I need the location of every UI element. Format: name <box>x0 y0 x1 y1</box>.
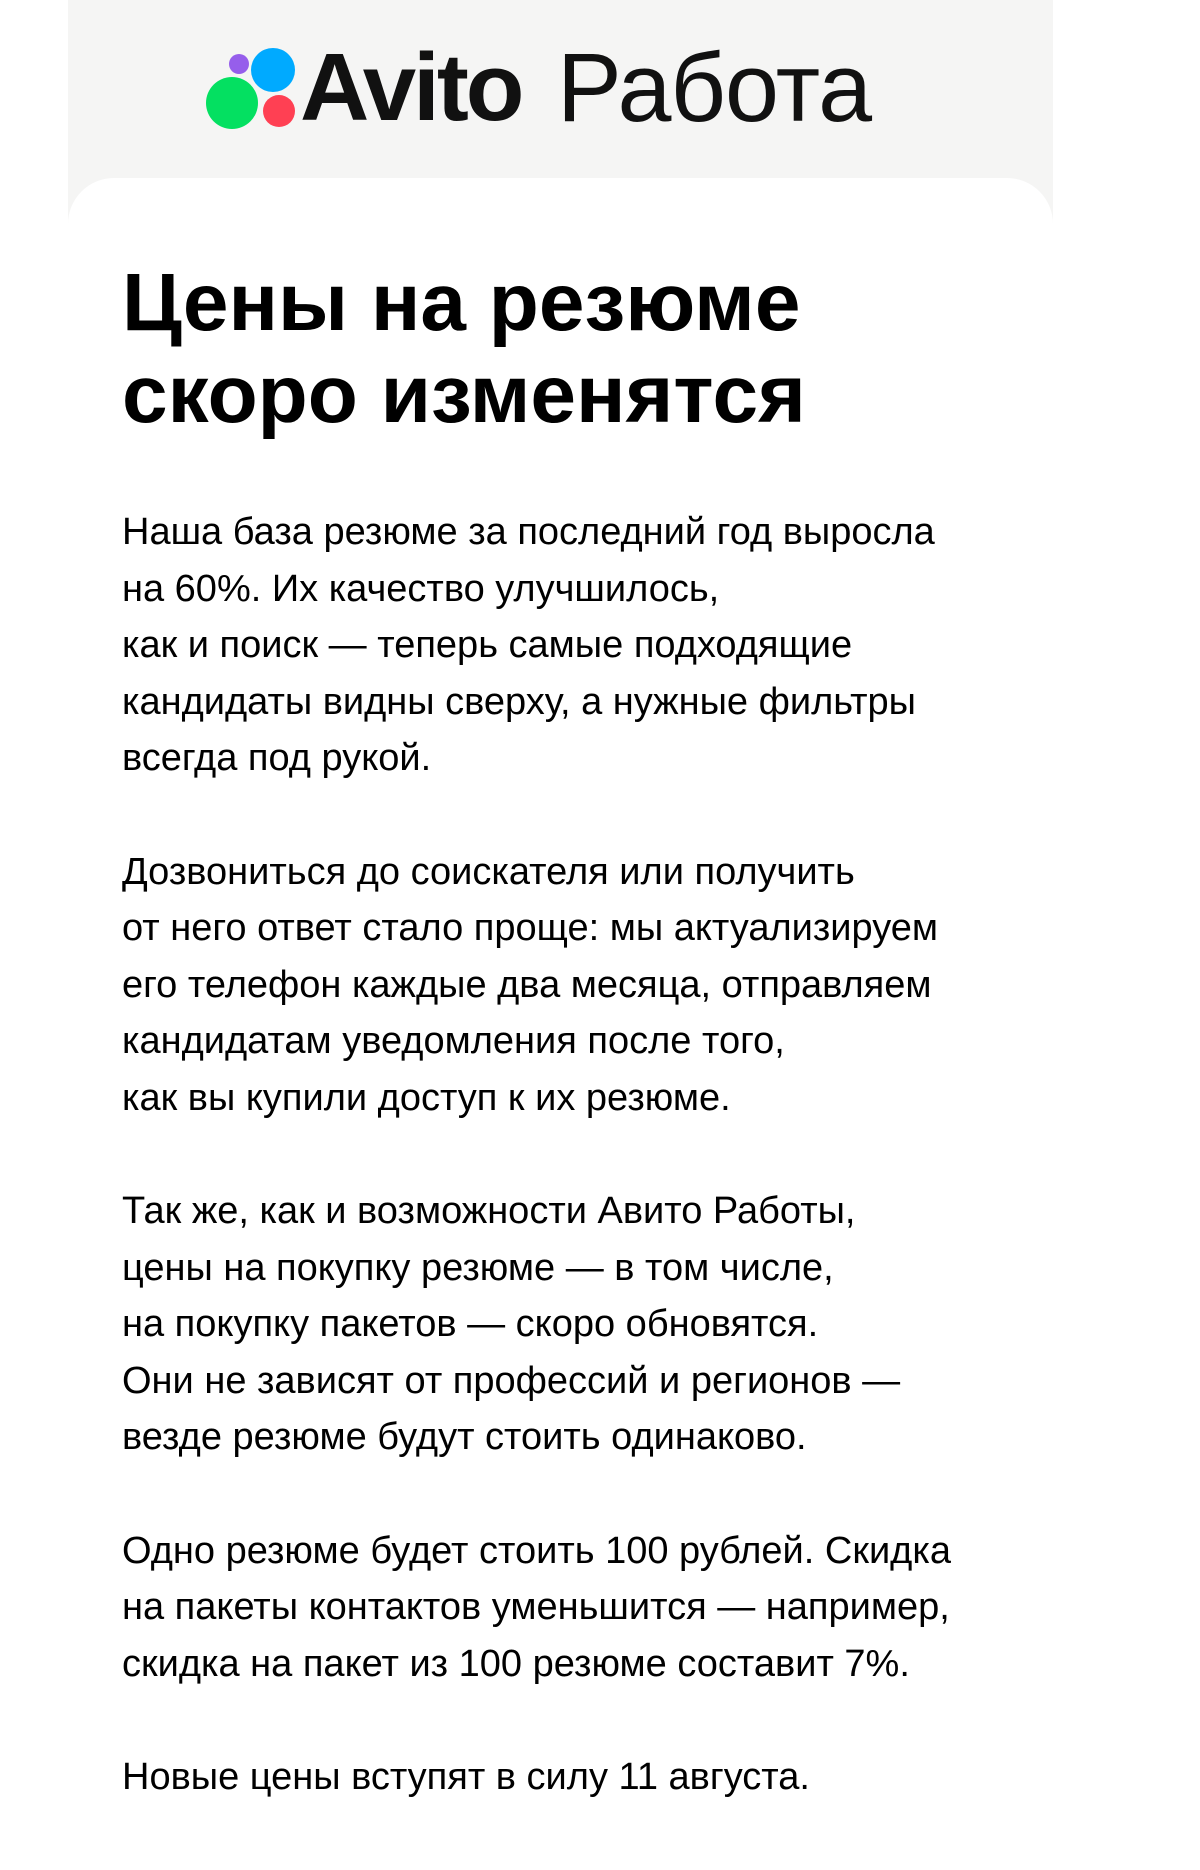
text-line: на покупку пакетов — скоро обновятся. <box>122 1303 819 1345</box>
text-line: скидка на пакет из 100 резюме составит 7%. <box>122 1642 910 1685</box>
title-line: скоро изменятся <box>122 349 806 440</box>
text-line: цены на покупку резюме — в том числе, <box>122 1246 834 1289</box>
text-line: кандидатам уведомления после того, <box>122 1020 785 1062</box>
article-body <box>122 504 1022 1863</box>
paragraph-new-prices <box>122 1523 1022 1693</box>
page-title <box>122 257 806 441</box>
title-line: Цены на резюме <box>122 257 801 348</box>
logo-brand-text: Avito <box>300 34 522 141</box>
logo-dot-blue-icon <box>251 48 295 92</box>
text-line: на пакеты контактов уменьшится — например, <box>122 1586 950 1628</box>
text-line: Дозвониться до соискателя или получить <box>122 850 855 893</box>
text-line: кандидаты видны сверху, а нужные фильтры <box>122 680 916 723</box>
text-line: везде резюме будут стоить одинаково. <box>122 1416 807 1458</box>
text-line: на 60%. Их качество улучшилось, <box>122 567 720 610</box>
text-line: Так же, как и возможности Авито Работы, <box>122 1190 856 1232</box>
avito-rabota-logo <box>0 0 1200 178</box>
text-line: Наша база резюме за последний год выросла <box>122 511 935 553</box>
logo-dot-green-icon <box>206 77 258 129</box>
text-line: от него ответ стало проще: мы актуализируем <box>122 907 939 949</box>
logo-dot-red-icon <box>263 95 295 127</box>
text-line: Новые цены вступят в силу 11 августа. <box>122 1756 810 1798</box>
text-line: Одно резюме будет стоить 100 рублей. Скидка <box>122 1529 951 1572</box>
text-line: Они не зависят от профессий и регионов — <box>122 1359 901 1402</box>
text-line: как вы купили доступ к их резюме. <box>122 1076 731 1119</box>
text-line: его телефон каждые два месяца, отправляем <box>122 963 932 1006</box>
paragraph-effective-date <box>122 1749 1022 1806</box>
logo-dot-purple-icon <box>229 54 249 74</box>
text-line: всегда под рукой. <box>122 737 432 779</box>
logo-product-text: Работа <box>557 33 872 142</box>
paragraph-contact-improvements <box>122 844 1022 1127</box>
paragraph-database-growth <box>122 504 1022 787</box>
paragraph-price-update <box>122 1183 1022 1466</box>
text-line: как и поиск — теперь самые подходящие <box>122 624 853 666</box>
